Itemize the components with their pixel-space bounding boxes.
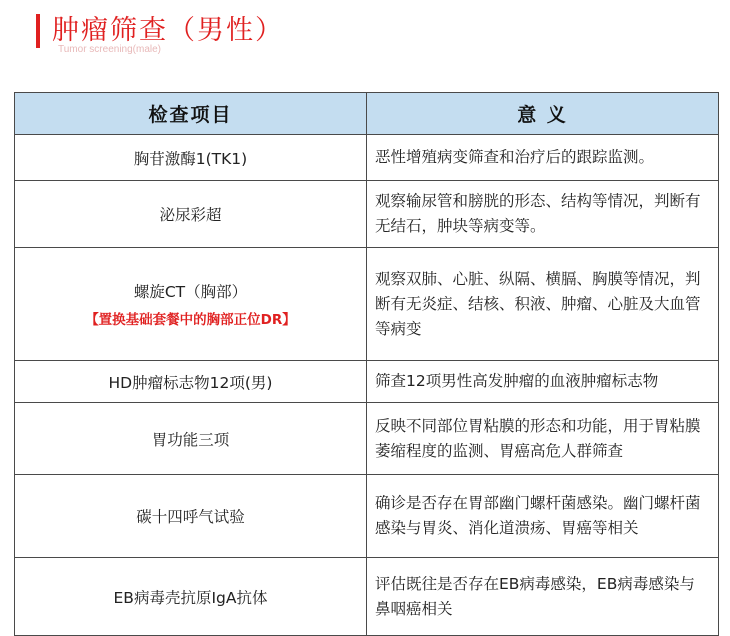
meaning-cell: 评估既往是否存在EB病毒感染，EB病毒感染与鼻咽癌相关 (367, 558, 719, 636)
screening-table (14, 92, 719, 636)
table-row (15, 475, 719, 558)
item-cell: 胸苷激酶1(TK1) (15, 135, 367, 181)
table-header-row (15, 93, 719, 135)
item-cell: EB病毒壳抗原IgA抗体 (15, 558, 367, 636)
item-name: 螺旋CT（胸部） (133, 283, 248, 301)
meaning-cell: 观察输尿管和膀胱的形态、结构等情况，判断有无结石，肿块等病变等。 (367, 181, 719, 248)
item-cell: HD肿瘤标志物12项(男) (15, 361, 367, 403)
table-row (15, 361, 719, 403)
table-row (15, 558, 719, 636)
column-header-meaning: 意 义 (367, 93, 719, 135)
item-cell: 泌尿彩超 (15, 181, 367, 248)
column-header-item: 检查项目 (15, 93, 367, 135)
title-accent-bar (36, 14, 40, 48)
meaning-cell: 恶性增殖病变筛查和治疗后的跟踪监测。 (367, 135, 719, 181)
meaning-cell: 反映不同部位胃粘膜的形态和功能，用于胃粘膜萎缩程度的监测、胃癌高危人群筛查 (367, 403, 719, 475)
meaning-cell: 观察双肺、心脏、纵隔、横膈、胸膜等情况，判断有无炎症、结核、积液、肿瘤、心脏及大血管等病变 (367, 248, 719, 361)
meaning-cell: 确诊是否存在胃部幽门螺杆菌感染。幽门螺杆菌感染与胃炎、消化道溃疡、胃癌等相关 (367, 475, 719, 558)
table-row (15, 248, 719, 361)
item-cell: 胃功能三项 (15, 403, 367, 475)
page-title: 肿瘤筛查（男性） (52, 15, 284, 46)
table-row (15, 181, 719, 248)
meaning-cell: 筛查12项男性高发肿瘤的血液肿瘤标志物 (367, 361, 719, 403)
table-row (15, 403, 719, 475)
page-subtitle: Tumor screening(male) (58, 44, 161, 55)
item-cell (15, 248, 367, 361)
table-row (15, 135, 719, 181)
replacement-note: 【置换基础套餐中的胸部正位DR】 (85, 312, 296, 328)
item-cell: 碳十四呼气试验 (15, 475, 367, 558)
